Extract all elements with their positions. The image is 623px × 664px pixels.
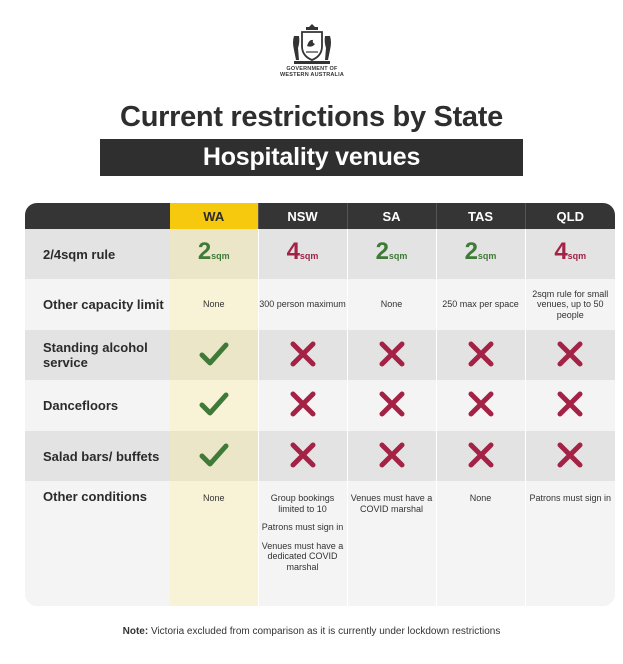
header-qld: QLD: [525, 203, 615, 229]
sqm-unit: sqm: [299, 250, 319, 261]
other-cell-qld: Patrons must sign in: [525, 481, 615, 606]
row-other-conditions: [25, 481, 615, 606]
capacity-cell-tas: 250 max per space: [436, 279, 525, 330]
sqm-value: [198, 238, 230, 265]
page-subtitle: Hospitality venues: [100, 139, 523, 176]
salad-cell-tas: [436, 431, 525, 481]
header-tas: TAS: [436, 203, 525, 229]
sqm-unit: sqm: [567, 250, 587, 261]
salad-cell-wa: [170, 431, 258, 481]
salad-cell-qld: [525, 431, 615, 481]
standing-cell-tas: [436, 330, 525, 380]
capacity-cell-sa: None: [347, 279, 436, 330]
nsw-condition: Group bookings limited to 10: [270, 493, 335, 514]
sqm-value: [465, 238, 497, 265]
footnote: [0, 626, 623, 637]
other-cell-sa: Venues must have a COVID marshal: [347, 481, 436, 606]
wa-government-crest: [280, 22, 344, 88]
sqm-unit: sqm: [211, 250, 230, 261]
other-cell-nsw: [258, 481, 347, 606]
logo-text-line2: WESTERN AUSTRALIA: [280, 72, 344, 78]
row-label: Other conditions: [25, 481, 170, 606]
page-title: Current restrictions by State: [120, 101, 503, 133]
cross-icon: [377, 442, 407, 468]
note-label: Note:: [122, 626, 149, 637]
salad-cell-sa: [347, 431, 436, 481]
header-row: [25, 203, 615, 229]
sqm-number: 2: [464, 237, 478, 265]
capacity-cell-qld: 2sqm rule for small venues, up to 50 people: [525, 279, 615, 330]
standing-cell-nsw: [258, 330, 347, 380]
restrictions-table: [25, 203, 615, 606]
cross-icon: [288, 442, 318, 468]
sqm-unit: sqm: [388, 250, 408, 261]
nsw-condition: Venues must have a dedicated COVID marshal: [261, 540, 344, 572]
dancefloors-cell-sa: [347, 380, 436, 431]
cross-icon: [466, 391, 496, 417]
sqm-cell-tas: [436, 229, 525, 279]
standing-cell-wa: [170, 330, 258, 380]
sqm-cell-qld: [525, 229, 615, 279]
cross-icon: [555, 442, 585, 468]
sqm-value: [554, 238, 586, 265]
cross-icon: [288, 391, 318, 417]
check-icon: [199, 442, 229, 468]
cross-icon: [555, 391, 585, 417]
sqm-number: 2: [197, 237, 212, 265]
sqm-number: 4: [554, 237, 568, 265]
dancefloors-cell-wa: [170, 380, 258, 431]
dancefloors-cell-qld: [525, 380, 615, 431]
coat-of-arms-icon: [288, 22, 336, 66]
standing-cell-qld: [525, 330, 615, 380]
header-wa: WA: [170, 203, 258, 229]
row-label: Dancefloors: [25, 380, 170, 431]
sqm-unit: sqm: [477, 250, 497, 261]
sqm-cell-wa: [170, 229, 258, 279]
row-standing: [25, 330, 615, 380]
row-dancefloors: [25, 380, 615, 431]
logo-text-line1: GOVERNMENT OF: [286, 66, 338, 72]
sqm-number: 4: [286, 237, 300, 265]
row-label: Standing alcohol service: [25, 330, 170, 380]
header-blank: [25, 203, 170, 229]
other-cell-wa: None: [170, 481, 258, 606]
capacity-cell-wa: None: [170, 279, 258, 330]
row-label: Salad bars/ buffets: [25, 431, 170, 481]
dancefloors-cell-tas: [436, 380, 525, 431]
salad-cell-nsw: [258, 431, 347, 481]
header-sa: SA: [347, 203, 436, 229]
sqm-value: [287, 238, 319, 265]
note-text: Victoria excluded from comparison as it is currently under lockdown restrictions: [148, 626, 501, 637]
other-cell-tas: None: [436, 481, 525, 606]
sqm-value: [376, 238, 408, 265]
cross-icon: [466, 341, 496, 367]
cross-icon: [288, 341, 318, 367]
sqm-cell-sa: [347, 229, 436, 279]
cross-icon: [466, 442, 496, 468]
capacity-cell-nsw: 300 person maximum: [258, 279, 347, 330]
row-sqm-rule: [25, 229, 615, 279]
cross-icon: [555, 341, 585, 367]
header-nsw: NSW: [258, 203, 347, 229]
nsw-condition: Patrons must sign in: [261, 522, 344, 532]
cross-icon: [377, 341, 407, 367]
cross-icon: [377, 391, 407, 417]
row-label: Other capacity limit: [25, 279, 170, 330]
dancefloors-cell-nsw: [258, 380, 347, 431]
check-icon: [199, 391, 229, 417]
row-salad-bars: [25, 431, 615, 481]
standing-cell-sa: [347, 330, 436, 380]
row-capacity: [25, 279, 615, 330]
row-label: 2/4sqm rule: [25, 229, 170, 279]
check-icon: [199, 341, 229, 367]
sqm-cell-nsw: [258, 229, 347, 279]
sqm-number: 2: [375, 237, 389, 265]
